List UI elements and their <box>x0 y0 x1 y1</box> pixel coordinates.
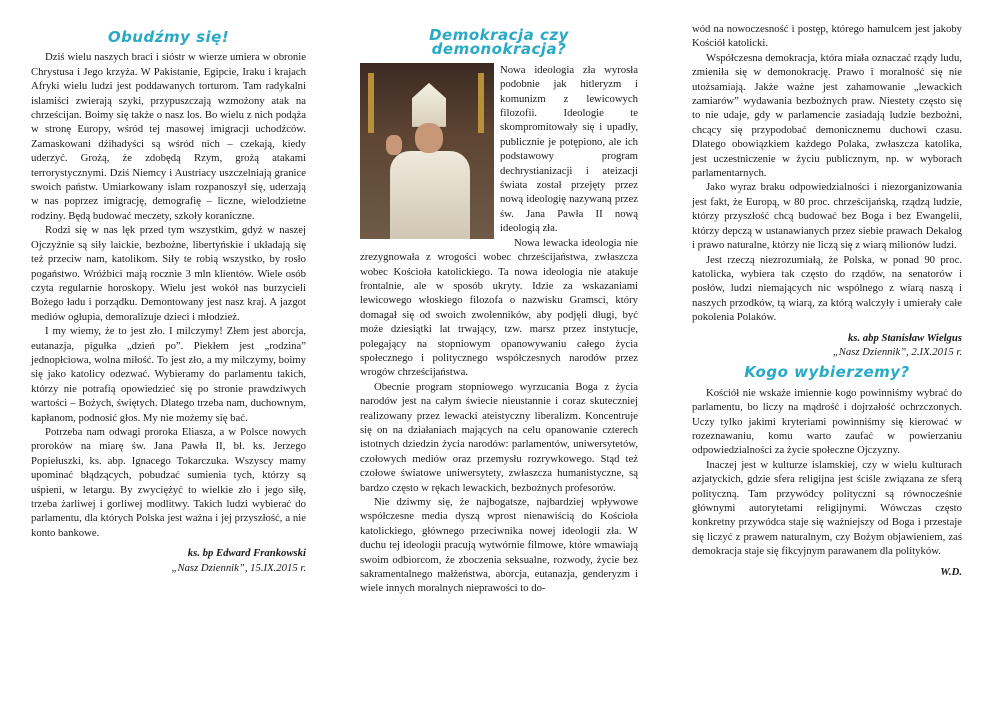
article-title: Demokracja czy demonokracja? <box>429 26 569 59</box>
paragraph: Rodzi się w nas lęk przed tym wszystkim, gdyż w naszej Ojczyźnie są siły laickie, bezbożne, libertyńskie i układają się też przeciw nam, katolikom. Siły te robią wszystko, by rosło pogaństwo. Wróżbici mają rocznie 3 mln klientów. Wiele osób czyta regularnie horoskopy. Wielu jest wokół nas burzycieli Bożego ładu i porządku. Demontowany jest nasz kraj. A jazgot mediów ogłupia, demoralizuje dzieci i młodzież. <box>31 224 306 323</box>
paragraph: Kościół nie wskaże imiennie kogo powinniśmy wybrać do parlamentu, bo liczy na mądrość i dojrzałość ochrzczonych. Uczy tylko jakimi kryteriami powinniśmy się kierować w rozeznawaniu, komu warto zaufać w powierzaniu odpowiedzialności za życie społeczne Ojczyzny. <box>692 386 962 457</box>
paragraph: Inaczej jest w kulturze islamskiej, czy w wielu kulturach azjatyckich, gdzie sfera religijna jest ściśle związana ze sferą polityczną. Tam przywódcy polityczni są równocześnie głównymi autorytetami religijnymi. Wówczas często konkretny przywódca staje się ważniejszy od Boga i przestaje się liczyć z prawem naturalnym, czy Bożym objawieniem, zaś demokracja staje się fikcyjnym parawanem dla polityków. <box>692 458 962 558</box>
paragraph: Nowa lewacka ideologia nie zrezygnowała z wrogości wobec chrześcijaństwa, zwłaszcza wobec Kościoła katolickiego. Ta nowa ideologia nie atakuje frontalnie, ale w sposób ukryty. Idzie za wskazaniami lewicowego włoskiego filozofa o nazwisku Gramsci, który domagał się od swoich zwolenników, aby podjęli długi, być może dziesiątki lat trwający, tzw. marsz przez instytucje, polegający na stopniowym opanowywaniu całego życia społecznego i politycznego współczesnych narodów przez wrogów chrześcijaństwa. <box>360 236 638 379</box>
paragraph: Obecnie program stopniowego wyrzucania Boga z życia narodów jest na całym świecie nieustannie i coraz skuteczniej realizowany przez lewacki ateistyczny liberalizm. Koncentruje się on na działaniach mających na celu opanowanie czterech istotnych dziedzin życia narodów: parlamentów, uniwersytetów, czołowych mediów oraz przemysłu rozrywkowego. Stąd też czołowe światowe uniwersytety, zwłaszcza humanistyczne, są bardzo często w rękach lewackich, bezbożnych profesorów. <box>360 380 638 494</box>
paragraph: Potrzeba nam odwagi proroka Eliasza, a w Polsce nowych proroków na miarę św. Jana Pawła II, bł. ks. Jerzego Popiełuszki, ks. abp. Ignacego Tokarczuka. Wszyscy mamy upominać błądzących, pobudzać sumienia tych, którzy są uśpieni, w letargu. By zwyciężyć to wielkie zło i jego siłę, trzeba żarliwej i gorliwej modlitwy. Takich ludzi wybierać do parlamentu, dla których Polska jest ważna i jej przyszłość, a nie konto bankowe. <box>31 425 306 539</box>
paragraph: Jest rzeczą niezrozumiałą, że Polska, w ponad 90 proc. katolicka, wybiera tak często do rządów, na senatorów i posłów, ludzi niemających nic wspólnego z wiarą naszą i naszych przodków, tą wiarą, za którą walczyły i umierały całe pokolenia Polaków. <box>692 253 962 324</box>
bishop-photo <box>360 63 494 239</box>
paragraph: Nie dziwmy się, że najbogatsze, najbardziej wpływowe współczesne media dyszą wprost nienawiścią do Kościoła katolickiego, głównego przeciwnika nowej ideologii zła. W duchu tej ideologii pracują wytwórnie filmowe, które wmawiają swoim odbiorcom, że zboczenia seksualne, rozwody, życie bez sakramentalnego małżeństwa, aborcja, eutanazja, genderyzm i wiele innych moralnych nieprawości to do- <box>360 496 638 595</box>
paragraph: Współczesna demokracja, która miała oznaczać rządy ludu, zmieniła się w demonokrację. Prawo i moralność się nie utożsamiają. Jakże ważne jest zahamowanie „lewackich zamiarów” wydawania bezbożnych praw. Niestety często się to nie udaje, gdy w parlamencie zasiadają ludzie bezbożni, chcący się przypodobać demonicznemu duchowi czasu. Dlatego obowiązkiem każdego Polaka, zwłaszcza katolika, jest uczestniczenie w życiu publicznym, np. w wyborach parlamentarnych. <box>692 51 962 180</box>
column-middle <box>360 26 638 596</box>
article-title: Kogo wybierzemy? <box>744 363 910 382</box>
paragraph: Jako wyraz braku odpowiedzialności i niezorganizowania jest fakt, że Europą, w 80 proc. chrześcijańską, rządzą ludzie, którzy przyszłość chcą budować bez Boga i bez Ewangelii, którzy depczą w ustanawianych przez siebie prawach Dekalog i prawo naturalne, którzy nie liczą się z wiarą milionów ludzi. <box>692 181 962 252</box>
source-citation: „Nasz Dziennik”, 2.IX.2015 r. <box>832 345 962 358</box>
column-right <box>692 22 962 579</box>
article-title: Obudźmy się! <box>107 28 230 46</box>
author-signature: ks. bp Edward Frankowski <box>187 547 306 560</box>
author-signature: ks. abp Stanisław Wielgus <box>847 331 962 344</box>
column-left <box>31 30 306 575</box>
paragraph: I my wiemy, że to jest zło. I milczymy! Złem jest aborcja, eutanazja, pigułka „dzień po”. Piekłem jest „rodzina” jednopłciowa, wolna miłość. To jest zło, a my milczymy, boimy się jako katolicy odezwać. Wybieramy do parlamentu takich, którzy nie potrafią opowiedzieć się po stronie prawdziwych wartości – Bożych, świętych. Dlatego trzeba nam, duchownym, kapłanom, podnosić głos. My nie możemy się bać. <box>31 325 306 424</box>
paragraph: Dziś wielu naszych braci i sióstr w wierze umiera w obronie Chrystusa i Jego krzyża. W Pakistanie, Egipcie, Iraku i krajach Afryki wielu ludzi jest poddawanych torturom. Tam radykalni islamiści zwierają szyki, przypuszczają wzmożony atak na chrześcijan. Boimy się także o nasz los. Bo wielu z nich podąża w stronę Europy, wśród tej masowej imigracji uchodźców. Zamaskowani dżihadyści są wśród nich – czekają, kiedy uderzyć. Grożą, że zdobędą Rzym, grożą atakami terrorystycznymi. Dziś Niemcy i Austriacy uszczelniają granice swoich państw. Umiarkowany islam rozpanoszył się, uderzają w nas poprzez imigrację, demografię – liczne, wielodzietne rodziny. Będą budować meczety, szkoły koraniczne. <box>31 51 306 222</box>
author-signature: W.D. <box>940 565 962 578</box>
source-citation: „Nasz Dziennik”, 15.IX.2015 r. <box>171 561 306 574</box>
paragraph: wód na nowoczesność i postęp, którego hamulcem jest jakoby Kościół katolicki. <box>692 23 962 50</box>
lead-paragraph: Nowa ideologia zła wyrosła podobnie jak hitleryzm i komunizm z lewicowych filozofii. Ideologie te skompromitowały się i upadły, publicznie je potępiono, ale ich podstawowy program dechrystianizacji i ateizacji świata został przejęty przez nową ideologię nazywaną przez św. Jana Pawła II nową ideologią zła. <box>500 63 638 235</box>
